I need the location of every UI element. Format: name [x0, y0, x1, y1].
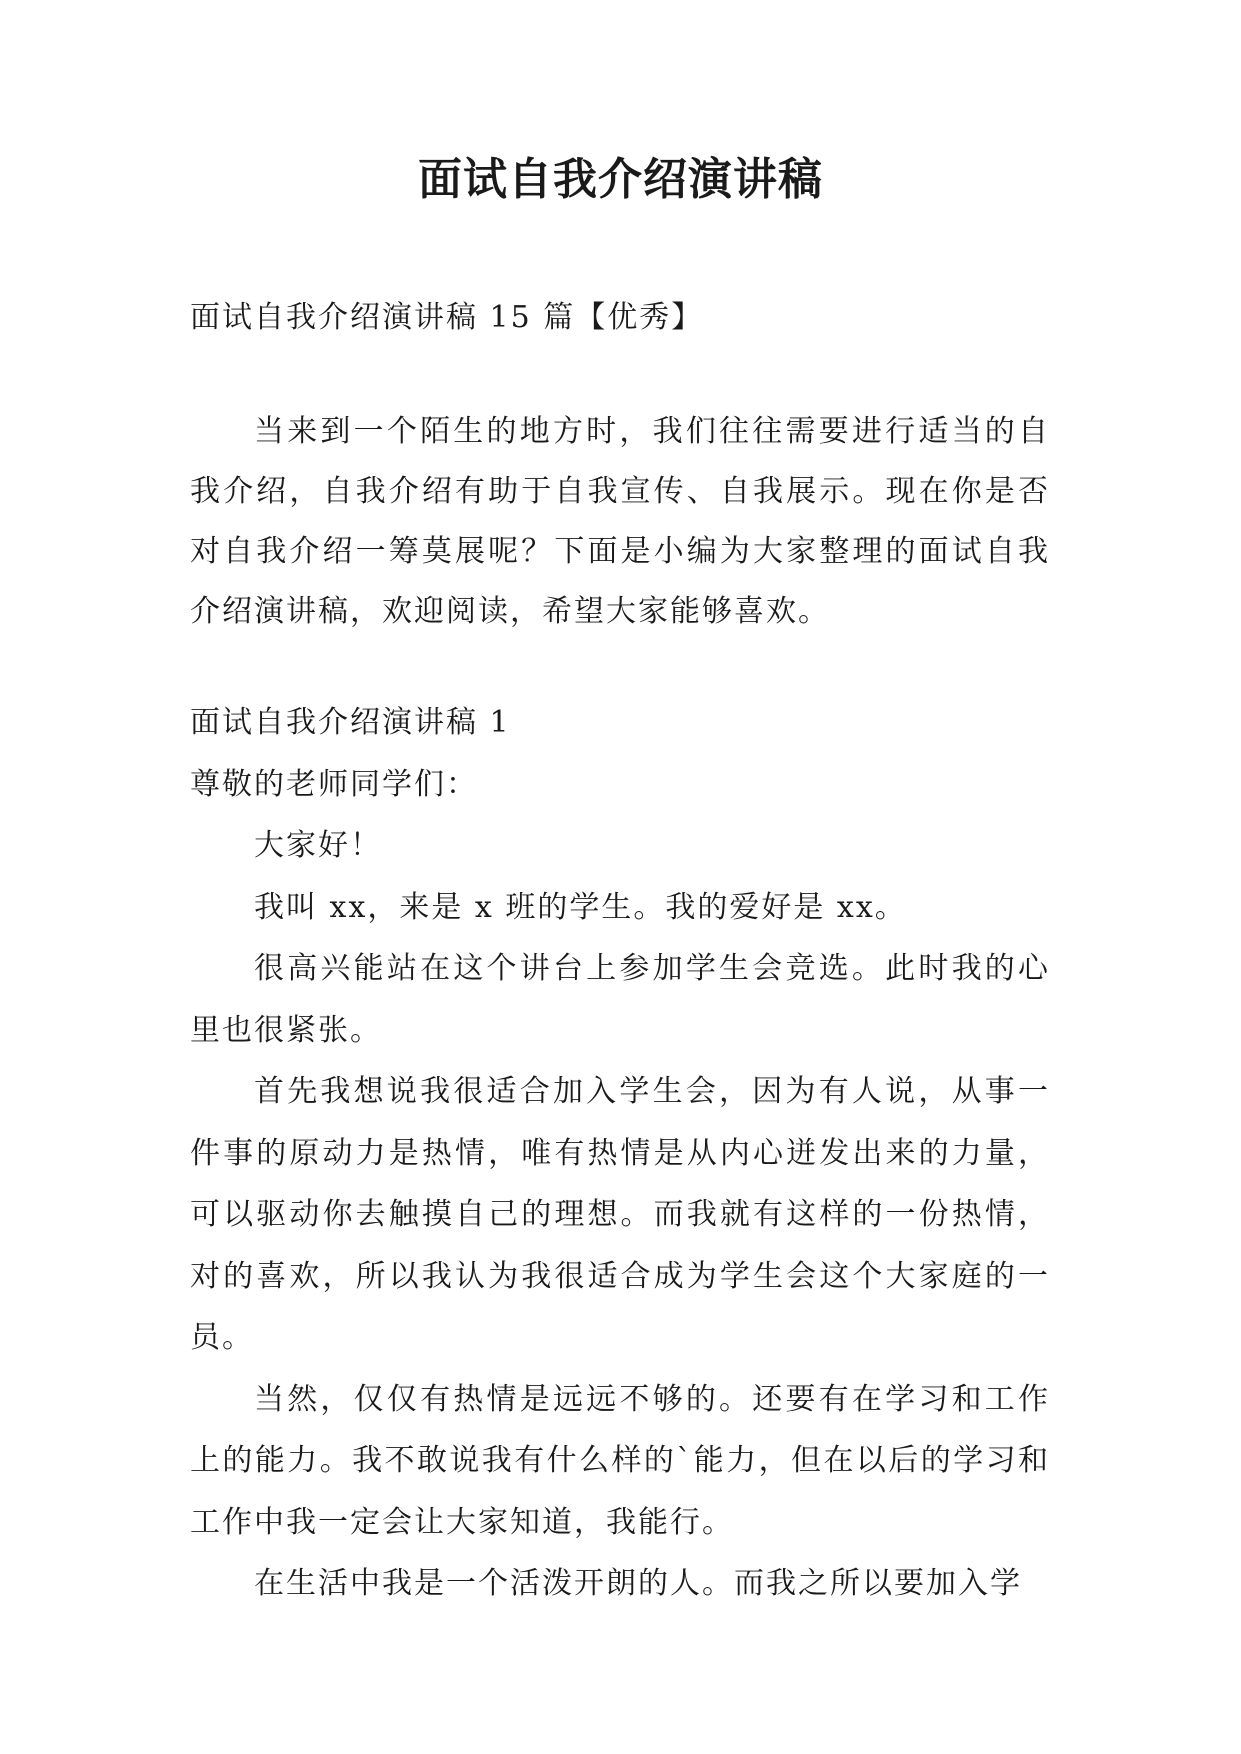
body-paragraph: 当然，仅仅有热情是远远不够的。还要有在学习和工作上的能力。我不敢说我有什么样的`能力，但在以后的学习和工作中我一定会让大家知道，我能行。: [190, 1381, 1050, 1540]
body-paragraph: 很高兴能站在这个讲台上参加学生会竞选。此时我的心里也很紧张。: [190, 951, 1050, 1048]
body-paragraph: 大家好！: [254, 828, 382, 863]
salutation: 尊敬的老师同学们：: [190, 766, 478, 802]
document-title: 面试自我介绍演讲稿: [418, 154, 823, 205]
document-subtitle: 面试自我介绍演讲稿 15 篇【优秀】: [190, 300, 704, 335]
body-paragraph: 首先我想说我很适合加入学生会，因为有人说，从事一件事的原动力是热情，唯有热情是从内心迸发出来的力量，可以驱动你去触摸自己的理想。而我就有这样的一份热情，对的喜欢，所以我认为我很适合成为学生会这个大家庭的一员。: [190, 1074, 1050, 1355]
intro-paragraph: 当来到一个陌生的地方时，我们往往需要进行适当的自我介绍，自我介绍有助于自我宣传、自我展示。现在你是否对自我介绍一筹莫展呢？下面是小编为大家整理的面试自我介绍演讲稿，欢迎阅读，希望大家能够喜欢。: [190, 414, 1050, 629]
speech-body: [190, 692, 1050, 1615]
body-paragraph: 在生活中我是一个活泼开朗的人。而我之所以要加入学: [254, 1566, 1022, 1601]
body-paragraph: 我叫 xx，来是 x 班的学生。我的爱好是 xx。: [254, 889, 907, 925]
section-heading: 面试自我介绍演讲稿 1: [190, 705, 511, 740]
